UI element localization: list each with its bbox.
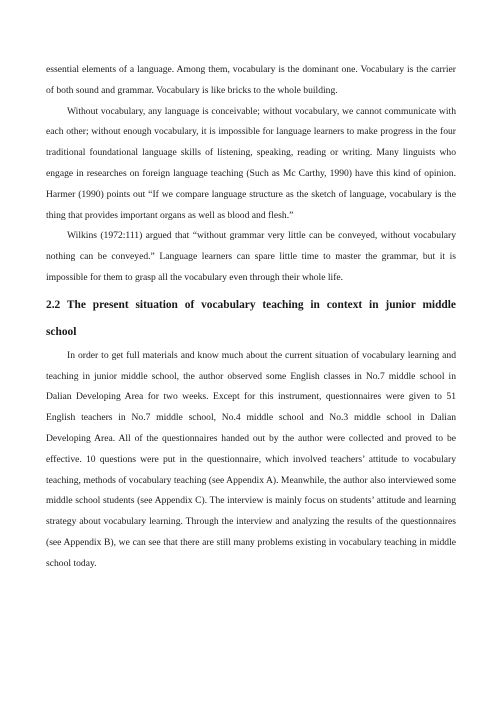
paragraph-vocabulary-importance: Without vocabulary, any language is conceivable; without vocabulary, we cannot communicate with each other; without enough vocabulary, it is impossible for language learners to make progress in the four traditional foundational language skills of listening, speaking, reading or writing. Many linguists who engage in researches on foreign language teaching (Such as Mc Carthy, 1990) have this kind of opinion. Harmer (1990) points out “If we compare language structure as the sketch of language, vocabulary is the thing that provides important organs as well as blood and flesh.” [46, 105, 456, 221]
paragraph-continuation: essential elements of a language. Among them, vocabulary is the dominant one. Vocabulary is the carrier of both sound and grammar. Vocabulary is like bricks to the whole building. [46, 64, 456, 96]
paragraph-research-method: In order to get full materials and know much about the current situation of vocabulary learning and teaching in junior middle school, the author observed some English classes in No.7 middle school in Dalian Developing Area for two weeks. Except for this instrument, questionnaires were given to 51 English teachers in No.7 middle school, No.4 middle school and No.3 middle school in Dalian Developing Area. All of the questionnaires handed out by the author were collected and proved to be effective. 10 questions were put in the questionnaire, which involved teachers’ attitude to vocabulary teaching, methods of vocabulary teaching (see Appendix A). Meanwhile, the author also interviewed some middle school students (see Appendix C). The interview is mainly focus on students’ attitude and learning strategy about vocabulary learning. Through the interview and analyzing the results of the questionnaires (see Appendix B), we can see that there are still many problems existing in vocabulary teaching in middle school today. [46, 349, 456, 569]
document-page [46, 60, 456, 575]
section-heading: 2.2 The present situation of vocabulary teaching in context in junior middle school [46, 298, 456, 338]
paragraph-wilkins-quote: Wilkins (1972:111) argued that “without grammar very little can be conveyed, without vocabulary nothing can be conveyed.” Language learners can spare little time to master the grammar, but it is impossible for them to grasp all the vocabulary even through their whole life. [46, 230, 456, 283]
